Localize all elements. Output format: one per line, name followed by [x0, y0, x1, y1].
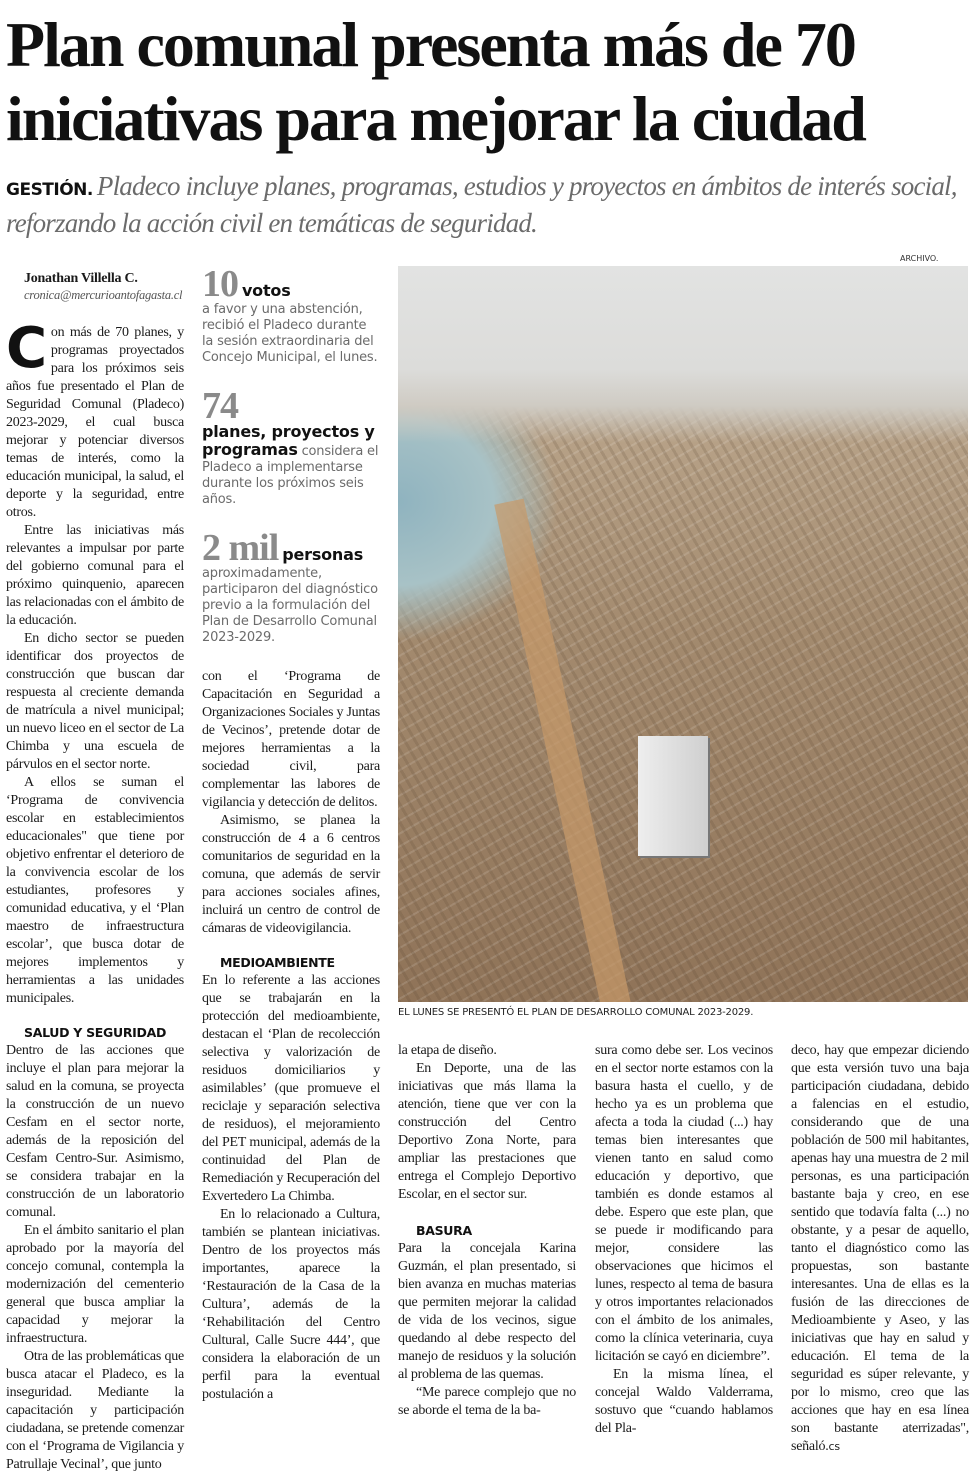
- stat-number: 2 mil: [202, 527, 279, 569]
- byline-email[interactable]: cronica@mercurioantofagasta.cl: [24, 288, 183, 302]
- paragraph: con el ‘Programa de Capacitación en Seguridad a Organizaciones Sociales y Juntas de Vecinos’, pretende dotar de mejores herramientas a la sociedad civil, para complementar las labores de vigilancia y detección de delitos.: [202, 669, 380, 810]
- deck: [6, 170, 968, 240]
- paragraph: Asimismo, se planea la construcción de 4 a 6 centros comunitarios de seguridad en la comuna, que además de servir para acciones sociales afines, incluirá un centro de control de cámaras de videovigilancia.: [202, 813, 380, 936]
- end-mark-icon: cs: [828, 1440, 840, 1453]
- paragraph: Otra de las problemáticas que busca atacar el Pladeco, es la inseguridad. Mediante la capacitación y participación ciudadana, se pretende comenzar con el ‘Programa de Vigilancia y Patrullaje Vecinal’, que junto: [6, 1349, 184, 1472]
- paragraph: Dentro de las acciones que incluye el plan para mejorar la salud en la comuna, se proyecta la construcción de un nuevo Cesfam en el sector norte, además de la reposición del Cesfam Centro-Sur. Asimismo, se considera trabajar en la construcción de un laboratorio comunal.: [6, 1043, 184, 1220]
- photo-credit: ARCHIVO.: [900, 254, 939, 263]
- section-heading-salud: SALUD Y SEGURIDAD: [24, 1025, 167, 1040]
- paragraph: “Me parece complejo que no se aborde el tema de la ba-: [398, 1385, 576, 1418]
- paragraph: En Deporte, una de las iniciativas que más llama la atención, tiene que ver con la construcción del Centro Deportivo Zona Norte, para ampliar las prestaciones que entrega el Complejo Deportivo Escolar, en el sector sur.: [398, 1061, 576, 1202]
- deck-text: Pladeco incluye planes, programas, estudios y proyectos en ámbitos de interés social, reforzando la acción civil en temáticas de seguridad.: [6, 171, 957, 238]
- stat-text: aproximadamente, participaron del diagnóstico previo a la formulación del Plan de Desarrollo Comunal 2023-2029.: [202, 566, 378, 645]
- section-heading-basura: BASURA: [416, 1223, 472, 1238]
- paragraph: En el ámbito sanitario el plan aprobado por la mayoría del concejo comunal, contempla la modernización del cementerio general que busca ampliar la capacidad y mejorar la infraestructura.: [6, 1223, 184, 1346]
- column-2: [202, 263, 380, 1404]
- photo-caption: EL LUNES SE PRESENTÓ EL PLAN DE DESARROLLO COMUNAL 2023-2029.: [398, 1007, 754, 1018]
- paragraph: Entre las iniciativas más relevantes a impulsar por parte del gobierno comunal para el próximo quinquenio, aparecen las relacionadas con el ámbito de la educación.: [6, 523, 184, 628]
- column-3: [398, 1042, 576, 1420]
- headline: Plan comunal presenta más de 70 iniciativas para mejorar la ciudad: [6, 9, 865, 154]
- paragraph: En lo relacionado a Cultura, también se plantean iniciativas. Dentro de los proyectos más importantes, aparece la ‘Restauración de la Casa de la Cultura’, además de la ‘Rehabilitación del Centro Cultural, Calle Sucre 444’, que considera la elaboración de un perfil para la eventual postulación a: [202, 1207, 380, 1402]
- stat-planes: [202, 385, 380, 508]
- photo-tower: [638, 736, 708, 856]
- byline-name: Jonathan Villella C.: [24, 271, 138, 286]
- paragraph: A ellos se suman el ‘Programa de convivencia escolar en establecimientos educacionales" que tiene por objetivo enfrentar el deterioro de la convivencia escolar de los estudiantes, profesores y comunidad educativa, y el ‘Plan maestro de infraestructura escolar’, que busca dotar de mejores implementos y herramientas a las unidades municipales.: [6, 775, 184, 1006]
- dropcap: C: [6, 316, 47, 381]
- photo-road: [494, 499, 631, 1002]
- paragraph: Para la concejala Karina Guzmán, el plan presentado, si bien avanza en muchas materias que permiten mejorar la calidad de vida de los vecinos, sigue quedando al debe respecto del manejo de residuos y la solución al problema de las quemas.: [398, 1241, 576, 1382]
- stat-unit: votos: [241, 281, 291, 300]
- paragraph: En lo referente a las acciones que se trabajarán en la protección del medioambiente, destacan el ‘Plan de recolección selectiva y valorización de residuos domiciliarios y asimilables’ (que promueve el reciclaje y separación selectiva de residuos), el mejoramiento del PET municipal, además de la continuidad del Plan de Remediación y Recuperación del Exvertedero La Chimba.: [202, 973, 380, 1204]
- column-4: [595, 1042, 773, 1438]
- stat-unit: planes, proyectos y programas: [202, 422, 375, 459]
- paragraph: Con más de 70 planes, y programas proyectados para los próximos seis años fue presentado el Plan de Seguridad Comunal (Pladeco) 2023-2029, el cual busca mejorar y potenciar diversos temas de interés, como la educación municipal, la salud, el deporte y la seguridad, entre otros.: [6, 316, 184, 520]
- deck-kicker: GESTIÓN.: [6, 180, 93, 200]
- stat-number: 74: [202, 385, 238, 427]
- stat-personas: [202, 527, 380, 646]
- section-heading-medioambiente: MEDIOAMBIENTE: [220, 955, 335, 970]
- stat-text: considera el Pladeco a implementarse durante los próximos seis años.: [202, 444, 379, 507]
- stat-votos: [202, 263, 380, 366]
- column-5: [791, 1042, 969, 1456]
- stat-text: a favor y una abstención, recibió el Pladeco durante la sesión extraordinaria del Concejo Municipal, el lunes.: [202, 302, 378, 365]
- paragraph: En dicho sector se pueden identificar dos proyectos de construcción que buscan dar respuesta al creciente demanda de matrícula a nivel municipal; un nuevo liceo en el sector de La Chimba y una escuela de párvulos en el sector norte.: [6, 631, 184, 772]
- stat-number: 10: [202, 263, 238, 305]
- header-block: [6, 8, 968, 240]
- column-1: [6, 270, 184, 1474]
- paragraph: la etapa de diseño.: [398, 1043, 497, 1058]
- paragraph: deco, hay que empezar diciendo que esta versión tuvo una baja participación ciudadana, debido a falencias en el estudio, considerando que de una población de 500 mil habitantes, apenas hay una muestra de 2 mil personas, es una participación bastante baja y creo, en ese sentido que todavía falta (...) no obstante, y a pesar de aquello, tanto el diagnóstico como las propuestas, son bastante interesantes. Una de ellas es la fusión de las direcciones de Medioambiente y Aseo, y las iniciativas que hay en salud y educación. El tema de la seguridad es súper relevante, y por lo mismo, creo que las acciones que hay en esa línea son bastante aterrizadas", señaló.cs: [791, 1043, 969, 1454]
- stat-unit: personas: [282, 545, 364, 564]
- paragraph: sura como debe ser. Los vecinos en el sector norte estamos con la basura hasta el cuello, y de hecho ya es un problema que afecta a toda la ciudad (...) hay temas bien interesantes que vienen tanto en salud como educación y deportivo, que también es donde estamos al debe. Espero que este plan, que se puede ir modificando para mejor, considere las observaciones que hicimos el lunes, respecto al tema de basura y otros importantes relacionados con el ámbito de los animales, como la clínica veterinaria, cuya licitación se cayó en diciembre”.: [595, 1043, 773, 1364]
- paragraph: En la misma línea, el concejal Waldo Valderrama, sostuvo que “cuando hablamos del Pla-: [595, 1367, 773, 1436]
- aerial-city-photo: [398, 266, 968, 1002]
